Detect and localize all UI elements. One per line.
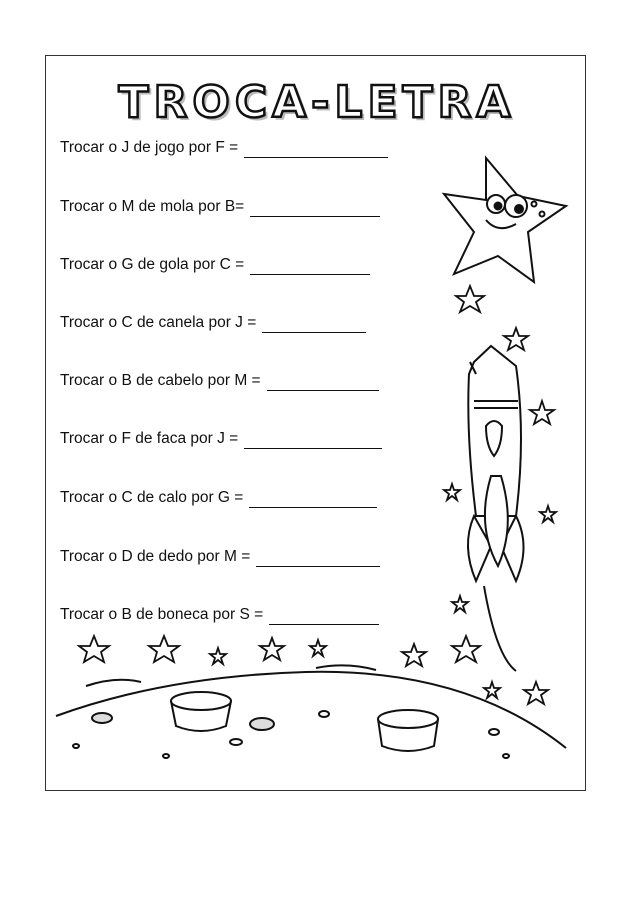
exercise-prompt: Trocar o D de dedo por M = xyxy=(60,548,251,565)
space-illustration xyxy=(46,56,587,792)
exercise-row xyxy=(60,313,366,333)
answer-blank[interactable] xyxy=(267,376,379,391)
exercise-prompt: Trocar o G de gola por C = xyxy=(60,256,245,273)
exercise-prompt: Trocar o B de boneca por S = xyxy=(60,606,264,623)
page-title: TROCA-LETRA xyxy=(118,77,516,128)
exercise-row xyxy=(60,547,380,567)
worksheet-border xyxy=(45,55,586,791)
answer-blank[interactable] xyxy=(244,143,388,158)
exercise-prompt: Trocar o B de cabelo por M = xyxy=(60,372,261,389)
exercise-prompt: Trocar o C de canela por J = xyxy=(60,314,257,331)
answer-blank[interactable] xyxy=(244,434,382,449)
exercise-prompt: Trocar o C de calo por G = xyxy=(60,489,244,506)
exercise-row xyxy=(60,371,379,391)
exercise-row xyxy=(60,138,388,158)
moon-surface-icon xyxy=(56,665,566,758)
exercise-row xyxy=(60,488,377,508)
exercise-row xyxy=(60,429,382,449)
exercise-prompt: Trocar o J de jogo por F = xyxy=(60,139,239,156)
exercise-row xyxy=(60,197,380,217)
answer-blank[interactable] xyxy=(249,493,377,508)
answer-blank[interactable] xyxy=(256,552,380,567)
answer-blank[interactable] xyxy=(269,610,379,625)
answer-blank[interactable] xyxy=(250,260,370,275)
exercise-prompt: Trocar o M de mola por B= xyxy=(60,198,245,215)
exercise-row xyxy=(60,255,370,275)
answer-blank[interactable] xyxy=(250,202,380,217)
exercise-prompt: Trocar o F de faca por J = xyxy=(60,430,239,447)
star-face-icon xyxy=(444,158,566,282)
exercise-row xyxy=(60,605,379,625)
answer-blank[interactable] xyxy=(262,318,366,333)
rocket-icon xyxy=(468,346,524,671)
